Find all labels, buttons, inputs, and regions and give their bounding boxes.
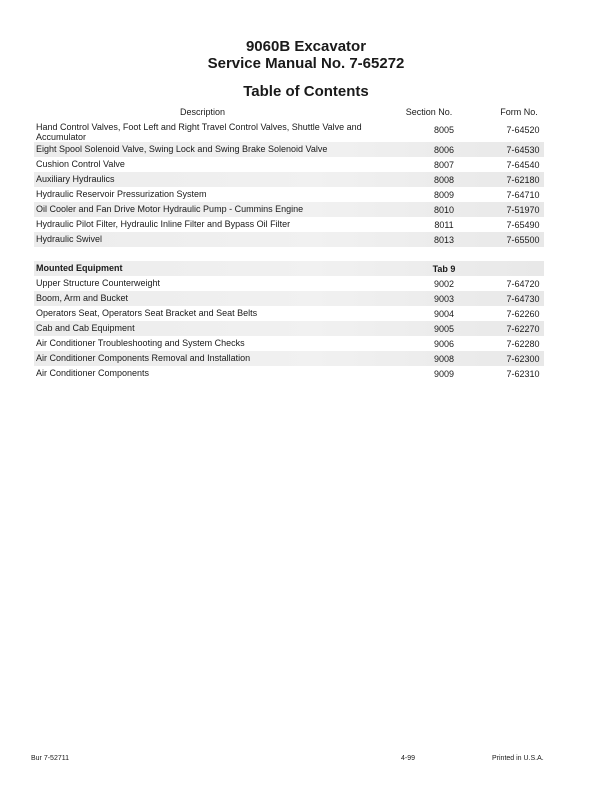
footer-date: 4-99 (401, 755, 416, 762)
row-section: 9002 (433, 279, 455, 289)
manual-number: Service Manual No. 7-65272 (207, 55, 405, 72)
row-form: 7-65500 (506, 235, 540, 245)
row-form: 7-64730 (506, 294, 540, 304)
row-description: Cab and Cab Equipment (36, 323, 135, 333)
table-row (34, 321, 544, 336)
table-row (34, 120, 544, 142)
row-form: 7-62180 (506, 175, 540, 185)
row-description: Eight Spool Solenoid Valve, Swing Lock and Swing Brake Solenoid Valve (36, 144, 328, 154)
table-row (34, 187, 544, 202)
row-section: 8009 (433, 190, 455, 200)
row-form: 7-64710 (506, 190, 540, 200)
row-description: Hand Control Valves, Foot Left and Right Travel Control Valves, Shuttle Valve and Accumulator (36, 122, 362, 142)
row-form: 7-64540 (506, 160, 540, 170)
table-row (34, 202, 544, 217)
row-form: 7-65490 (506, 220, 540, 230)
row-form: 7-62310 (506, 369, 540, 379)
table-row (34, 306, 544, 321)
row-section: 9006 (433, 339, 455, 349)
section-gap (34, 247, 544, 261)
machine-title: 9060B Excavator (245, 38, 367, 55)
group-heading-row (34, 261, 544, 276)
table-row (34, 217, 544, 232)
row-section: 8005 (433, 125, 455, 135)
row-description: Operators Seat, Operators Seat Bracket and Seat Belts (36, 308, 258, 318)
row-form: 7-62260 (506, 309, 540, 319)
row-section: 9009 (433, 369, 455, 379)
row-description: Auxiliary Hydraulics (36, 174, 115, 184)
section-header: Section No. (405, 107, 453, 117)
table-row (34, 291, 544, 306)
row-section: 9003 (433, 294, 455, 304)
row-description: Hydraulic Reservoir Pressurization System (36, 189, 207, 199)
row-form: 7-62280 (506, 339, 540, 349)
form-header: Form No. (500, 107, 538, 117)
row-description: Oil Cooler and Fan Drive Motor Hydraulic Pump - Cummins Engine (36, 204, 304, 214)
row-section: 8008 (433, 175, 455, 185)
row-description: Air Conditioner Components Removal and Installation (36, 353, 251, 363)
row-description: Upper Structure Counterweight (36, 278, 161, 288)
page-title: Table of Contents (243, 83, 369, 100)
table-row (34, 157, 544, 172)
table-row (34, 351, 544, 366)
group-tab: Tab 9 (432, 264, 456, 274)
table-row (34, 336, 544, 351)
table-row (34, 276, 544, 291)
row-description: Hydraulic Pilot Filter, Hydraulic Inline Filter and Bypass Oil Filter (36, 219, 291, 229)
description-header: Description (179, 107, 226, 117)
row-form: 7-64520 (506, 125, 540, 135)
row-section: 9008 (433, 354, 455, 364)
row-description: Air Conditioner Troubleshooting and System Checks (36, 338, 245, 348)
contents-table (34, 105, 544, 381)
row-form: 7-64720 (506, 279, 540, 289)
table-row (34, 142, 544, 157)
table-row (34, 366, 544, 381)
row-section: 8007 (433, 160, 455, 170)
table-header (34, 105, 544, 120)
table-row (34, 172, 544, 187)
row-section: 9005 (433, 324, 455, 334)
row-form: 7-51970 (506, 205, 540, 215)
row-section: 8013 (433, 235, 455, 245)
row-form: 7-62270 (506, 324, 540, 334)
group-heading: Mounted Equipment (36, 263, 123, 273)
row-section: 8010 (433, 205, 455, 215)
row-section: 8011 (434, 220, 454, 230)
table-row (34, 232, 544, 247)
row-description: Hydraulic Swivel (36, 234, 103, 244)
footer-form-number: Bur 7-52711 (31, 755, 70, 762)
row-description: Air Conditioner Components (36, 368, 150, 378)
row-section: 9004 (433, 309, 455, 319)
row-form: 7-64530 (506, 145, 540, 155)
row-form: 7-62300 (506, 354, 540, 364)
footer-printed: Printed in U.S.A. (492, 755, 544, 762)
row-description: Boom, Arm and Bucket (36, 293, 129, 303)
row-section: 8006 (433, 145, 455, 155)
title-block (0, 38, 612, 100)
row-description: Cushion Control Valve (36, 159, 125, 169)
